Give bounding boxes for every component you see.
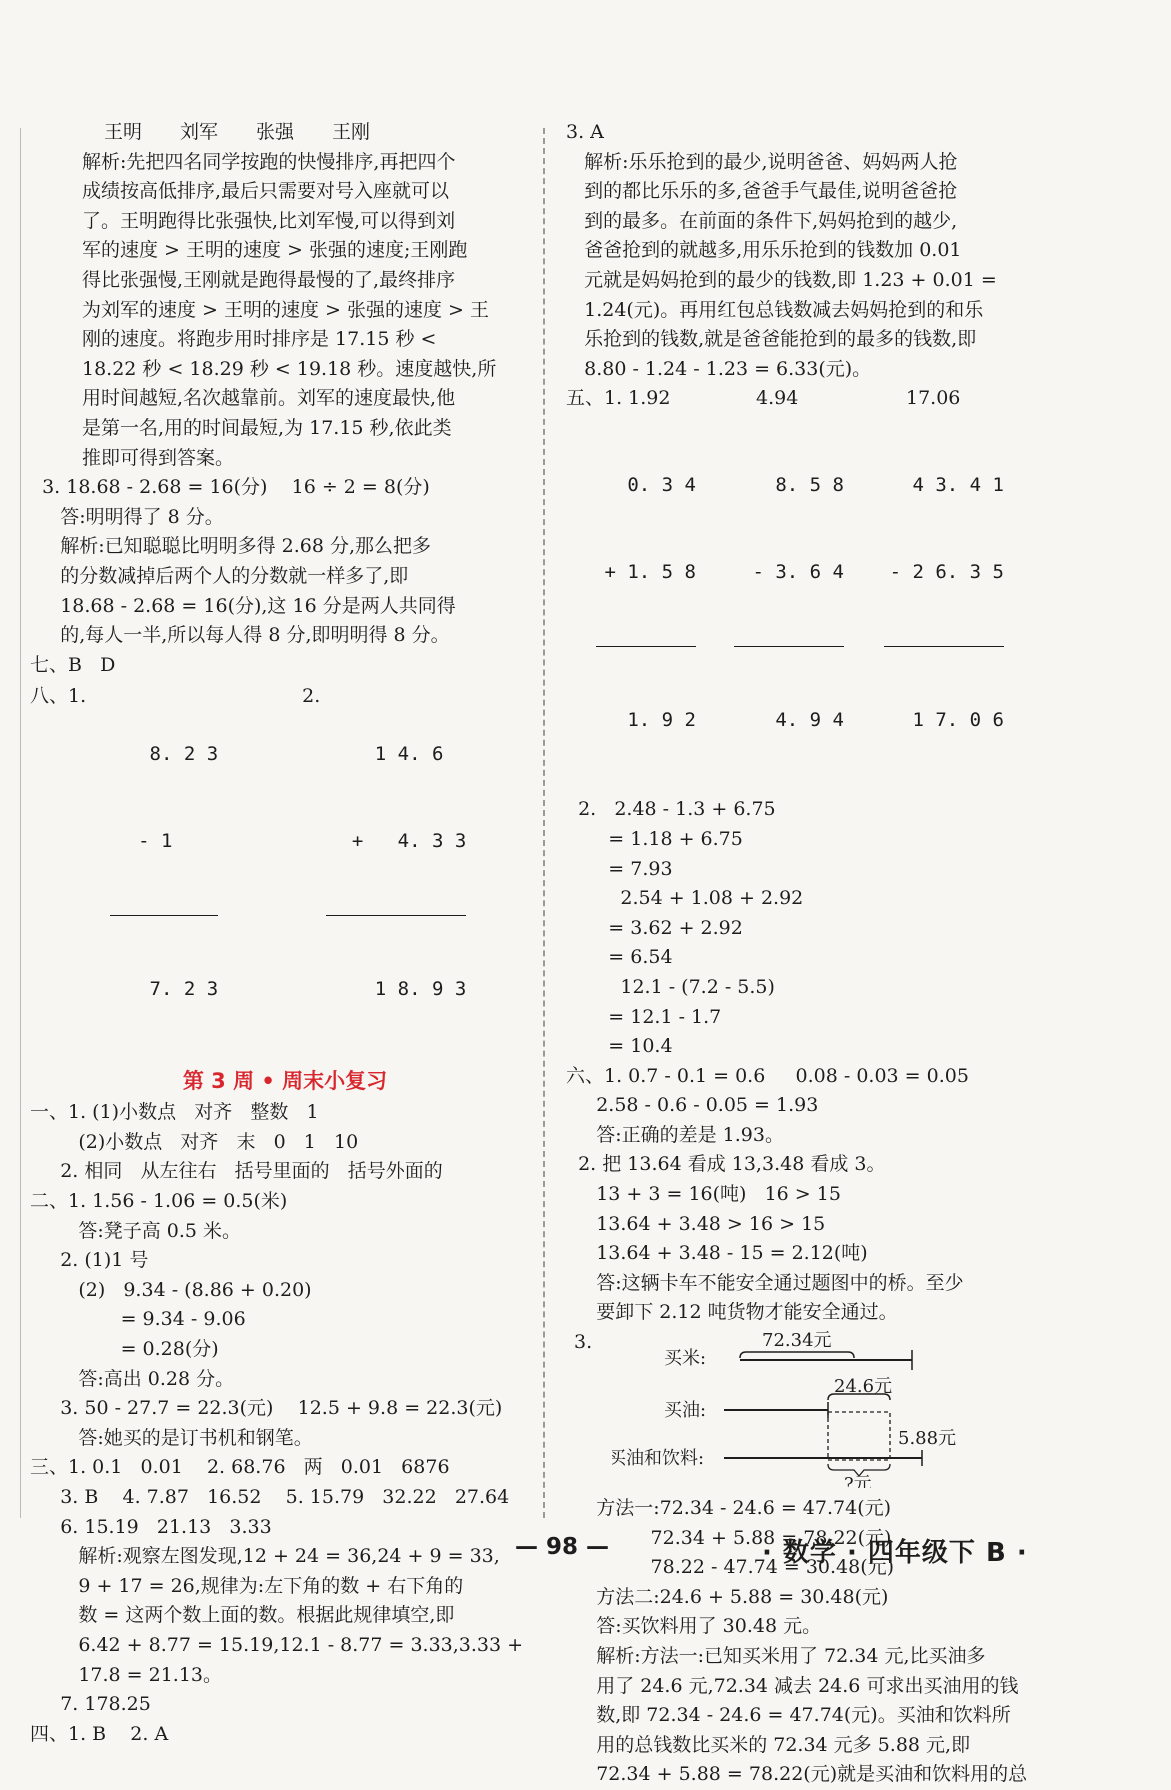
oil-amount: 24.6元 [834,1376,893,1398]
text-line: 2.58 - 0.6 - 0.05 = 1.93 [566,1094,819,1117]
five-answer-2: 4.94 [756,387,799,410]
text-line: 3. A [566,121,604,143]
text-line: 用的总钱数比买米的 72.34 元多 5.88 元,即 [566,1733,971,1756]
page-number: — 98 — [515,1534,610,1560]
text-line: = 6.54 [566,946,673,969]
calc-mid: - 2 6. 3 5 [889,561,1004,584]
text-line: 1.24(元)。再用红包总钱数减去妈妈抢到的和乐 [566,298,984,321]
five-calc-row [566,413,1066,793]
text-line: = 12.1 - 1.7 [566,1005,722,1028]
text-line: 12.1 - (7.2 - 5.5) [566,975,775,998]
text-line: = 9.34 - 9.06 [30,1308,246,1331]
page-footer [0,1532,1171,1572]
text-line: 的分数减掉后两个人的分数就一样多了,即 [30,564,409,587]
calc-rule [110,915,218,916]
calc-result: 4. 9 4 [752,709,844,732]
question-label: 3. [574,1331,593,1354]
answer-block-3 [30,1098,540,1749]
text-line: 答:明明得了 8 分。 [30,505,224,528]
analysis-block-1 [30,148,540,474]
calc-rule [596,646,696,647]
unknown-amount: ?元 [844,1474,872,1489]
text-line: 六、1. 0.7 - 0.1 = 0.6 0.08 - 0.03 = 0.05 [566,1064,969,1087]
name-2: 刘军 [180,121,219,143]
name-4: 王刚 [332,121,371,143]
text-line: 方法二:24.6 + 5.88 = 30.48(元) [566,1585,889,1608]
text-line: 2. 相同 从左往右 括号里面的 括号外面的 [30,1160,443,1183]
calc-result: 1 8. 9 3 [351,978,467,1001]
text-line: 答:她买的是订书机和钢笔。 [30,1426,313,1449]
text-line: 为刘军的速度 > 王明的速度 > 张强的速度 > 王 [82,298,489,321]
oil-label: 买油: [664,1400,707,1422]
vertical-calc [110,682,218,1062]
text-line: 七、B D [30,653,116,676]
text-line: 用了 24.6 元,72.34 减去 24.6 可求出买油用的钱 [566,1674,1019,1697]
text-line: 18.22 秒 < 18.29 秒 < 19.18 秒。速度越快,所 [82,357,497,380]
text-line: 答:这辆卡车不能安全通过题图中的桥。至少 [566,1271,964,1294]
name-1: 王明 [104,121,143,143]
calc-rule [734,646,844,647]
text-line: 到的最多。在前面的条件下,妈妈抢到的越少, [566,209,958,232]
text-line: 2. (1)1 号 [30,1249,149,1272]
line-diagram-row [566,1328,1066,1488]
text-line: 四、1. B 2. A [30,1722,169,1745]
text-line: 数,即 72.34 - 24.6 = 47.74(元)。买油和饮料所 [566,1704,1011,1727]
text-line: 的,每人一半,所以每人得 8 分,即明明得 8 分。 [30,624,450,647]
calc-top: 1 4. 6 [351,743,467,766]
calc-rule [884,646,1004,647]
vertical-calc [734,413,844,793]
five-header-row [566,384,1066,413]
text-line: 78.22 - 47.74 = 30.48(元) [566,1556,895,1579]
calc-result: 7. 2 3 [138,978,219,1001]
text-line: 三、1. 0.1 0.01 2. 68.76 两 0.01 6876 [30,1456,450,1479]
vertical-calc [596,413,696,793]
calc-mid: + 1. 5 8 [604,561,696,584]
text-line: 答:凳子高 0.5 米。 [30,1219,242,1242]
calc-top: 0. 3 4 [604,474,696,497]
book-title: · 数学 · 四年级下 B · [762,1538,1028,1568]
five-answer-3: 17.06 [906,387,961,410]
vertical-calc [326,682,466,1062]
text-line: 解析:观察左图发现,12 + 24 = 36,24 + 9 = 33, [30,1545,500,1568]
binding-edge [20,128,21,1518]
text-line: 答:买饮料用了 30.48 元。 [566,1615,822,1638]
text-line: 2.54 + 1.08 + 2.92 [566,887,804,910]
extra-amount: 5.88元 [898,1428,957,1450]
text-line: = 0.28(分) [30,1338,219,1361]
calc-top: 8. 5 8 [752,474,844,497]
calc-top: 4 3. 4 1 [889,474,1004,497]
text-line: 解析:已知聪聪比明明多得 2.68 分,那么把多 [30,535,432,558]
calc-mid: + 4. 3 3 [351,830,467,853]
rice-label: 买米: [664,1348,707,1370]
calc-rule [326,915,466,916]
text-line: 推即可得到答案。 [82,446,235,469]
section-title: 第 3 周 • 周末小复习 [182,1069,388,1094]
text-line: 答:高出 0.28 分。 [30,1367,235,1390]
text-line: 3. 50 - 27.7 = 22.3(元) 12.5 + 9.8 = 22.3(元) [30,1397,503,1420]
question-label: 八、1. [30,685,87,708]
text-line: 元就是妈妈抢到的最少的钱数,即 1.23 + 0.01 = [566,268,997,291]
text-line: 13 + 3 = 16(吨) 16 > 15 [566,1183,841,1206]
text-line: 一、1. (1)小数点 对齐 整数 1 [30,1101,319,1124]
text-line: 解析:乐乐抢到的最少,说明爸爸、妈妈两人抢 [566,150,958,173]
text-line: 6. 15.19 21.13 3.33 [30,1515,272,1538]
answer-block-2 [30,473,540,680]
text-line: 72.34 + 5.88 = 78.22(元) [566,1526,892,1549]
calc-result: 1. 9 2 [604,709,696,732]
text-line: 7. 178.25 [30,1693,151,1716]
text-line: 13.64 + 3.48 > 16 > 15 [566,1212,826,1235]
name-3: 张强 [256,121,295,143]
five-answer-1: 五、1. 1.92 [566,387,671,410]
vertical-calc [884,413,1004,793]
text-line: 成绩按高低排序,最后只需要对号入座就可以 [82,180,450,203]
text-line: 18.68 - 2.68 = 16(分),这 16 分是两人共同得 [30,594,456,617]
text-line: (2)小数点 对齐 末 0 1 10 [30,1130,359,1153]
text-line: 8.80 - 1.24 - 1.23 = 6.33(元)。 [566,357,872,380]
column-divider [543,128,545,1518]
text-line: 数 = 这两个数上面的数。根据此规律填空,即 [30,1604,455,1627]
segment-diagram-svg [612,1328,1032,1488]
text-line: 爸爸抢到的就越多,用乐乐抢到的钱数加 0.01 [566,239,962,262]
text-line: (2) 9.34 - (8.86 + 0.20) [30,1278,312,1301]
drink-dashed-box [828,1412,890,1460]
name-row [30,118,540,148]
total-rice-amount: 72.34元 [762,1330,832,1352]
text-line: 2. 2.48 - 1.3 + 6.75 [566,798,776,821]
text-line: 9 + 17 = 26,规律为:左下角的数 + 右下角的 [30,1574,464,1597]
text-line: 到的都比乐乐的多,爸爸手气最佳,说明爸爸抢 [566,180,958,203]
text-line: = 3.62 + 2.92 [566,916,743,939]
text-line: 解析:先把四名同学按跑的快慢排序,再把四个 [82,150,456,173]
text-line: 6.42 + 8.77 = 15.19,12.1 - 8.77 = 3.33,3.33 + [30,1633,524,1656]
rice-brace [740,1352,854,1358]
text-line: 13.64 + 3.48 - 15 = 2.12(吨) [566,1242,868,1265]
answer-block-r1 [566,118,1066,384]
text-line: 17.8 = 21.13。 [30,1663,223,1686]
text-line: = 10.4 [566,1035,673,1058]
text-line: = 1.18 + 6.75 [566,827,743,850]
text-line: 了。王明跑得比张强快,比刘军慢,可以得到刘 [82,209,456,232]
text-line: 军的速度 > 王明的速度 > 张强的速度;王刚跑 [82,239,468,262]
text-line: 得比张强慢,王刚就是跑得最慢的了,最终排序 [82,268,456,291]
text-line: 2. 把 13.64 看成 13,3.48 看成 3。 [566,1153,886,1176]
text-line: 是第一名,用的时间最短,为 17.15 秒,依此类 [82,416,452,439]
text-line: 乐抢到的钱数,就是爸爸能抢到的最多的钱数,即 [566,328,977,351]
vertical-calc-row [30,682,540,1062]
text-line: 3. B 4. 7.87 16.52 5. 15.79 32.22 27.64 [30,1486,510,1508]
text-line: = 7.93 [566,857,673,880]
left-column [30,118,540,1749]
calc-mid: - 3. 6 4 [752,561,844,584]
text-line: 用时间越短,名次越靠前。刘军的速度最快,他 [82,387,456,410]
answer-block-r2 [566,795,1066,1328]
text-line: 72.34 + 5.88 = 78.22(元)就是买油和饮料用的总 [566,1763,1028,1786]
text-line: 解析:方法一:已知买米用了 72.34 元,比买油多 [566,1645,986,1667]
calc-result: 1 7. 0 6 [889,709,1004,732]
text-line: 答:正确的差是 1.93。 [566,1123,784,1146]
text-line: 二、1. 1.56 - 1.06 = 0.5(米) [30,1190,288,1213]
text-line: 方法一:72.34 - 24.6 = 47.74(元) [566,1497,892,1520]
calc-mid: - 1 [138,830,219,853]
text-line: 3. 18.68 - 2.68 = 16(分) 16 ÷ 2 = 8(分) [30,476,430,499]
combo-label: 买油和饮料: [612,1448,705,1470]
question-label: 2. [302,685,321,708]
calc-top: 8. 2 3 [138,743,219,766]
segment-diagram [612,1328,1032,1488]
text-line: 要卸下 2.12 吨货物才能安全通过。 [566,1301,898,1324]
text-line: 刚的速度。将跑步用时排序是 17.15 秒 < [82,328,437,351]
